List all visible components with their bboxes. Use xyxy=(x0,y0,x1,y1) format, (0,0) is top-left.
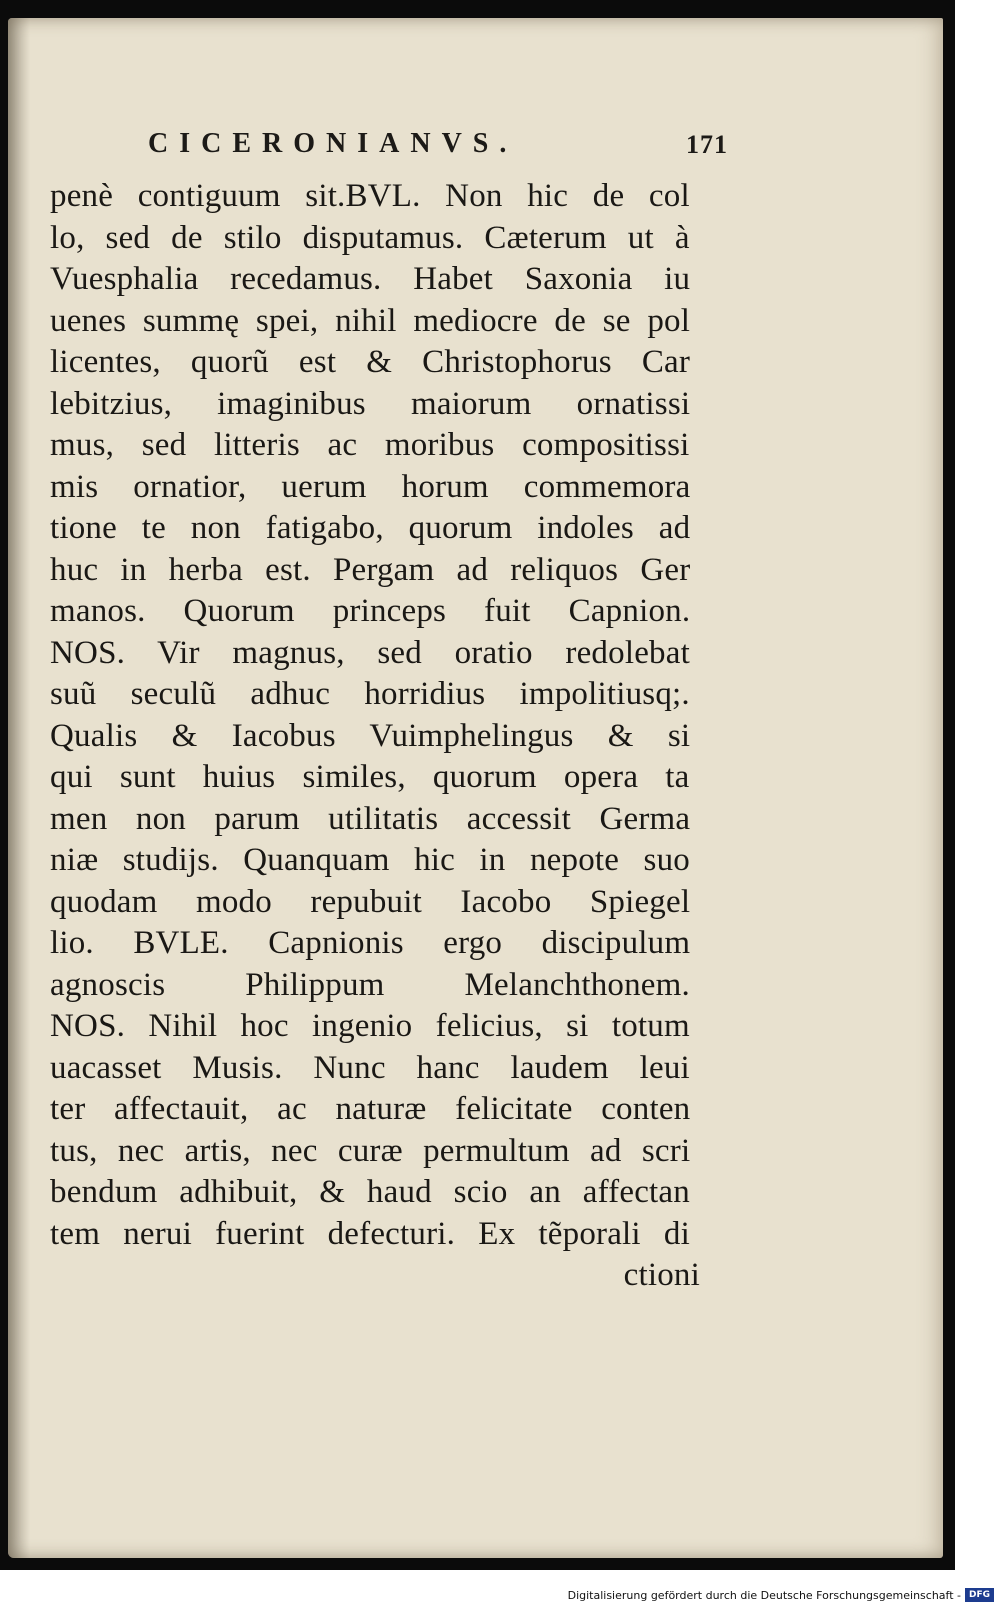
text-line: ter affectauit, ac naturæ felicitate conten xyxy=(50,1091,691,1127)
text-line: suũ seculũ adhuc horridius impolitiusq;. xyxy=(50,676,690,712)
text-line: niæ studijs. Quanquam hic in nepote suo xyxy=(50,842,691,878)
text-line: NOS. Vir magnus, sed oratio redolebat xyxy=(50,634,690,671)
page-number: 171 xyxy=(686,130,728,159)
text-line: NOS. Nihil hoc ingenio felicius, si totum xyxy=(50,1008,690,1044)
text-line: Vuesphalia recedamus. Habet Saxonia iu xyxy=(50,261,691,297)
text-line: huc in herba est. Pergam ad reliquos Ger xyxy=(50,551,691,588)
text-line: tem nerui fuerint defecturi. Ex tẽporali di xyxy=(50,1215,690,1252)
text-line: tione te non fatigabo, quorum indoles ad xyxy=(50,510,691,546)
text-line: qui sunt huius similes, quorum opera ta xyxy=(50,759,690,795)
body-text xyxy=(50,176,700,1297)
catchword: ctioni xyxy=(623,1257,700,1293)
credit-text: Digitalisierung gefördert durch die Deutsche Forschungsgemeinschaft - xyxy=(567,1588,961,1602)
text-line: penè contiguum sit.BVL. Non hic de col xyxy=(50,178,690,214)
page-header xyxy=(148,128,728,162)
text-line: lio. BVLE. Capnionis ergo discipulum xyxy=(50,925,691,961)
text-line: uenes summę spei, nihil mediocre de se pol xyxy=(50,302,691,339)
text-line: mis ornatior, uerum horum commemora xyxy=(50,468,691,505)
text-line: lebitzius, imaginibus maiorum ornatissi xyxy=(50,385,691,422)
text-line: tus, nec artis, nec curæ permultum ad scri xyxy=(50,1132,691,1169)
text-line: Qualis & Iacobus Vuimphelingus & si xyxy=(50,717,691,754)
text-line: mus, sed litteris ac moribus compositissi xyxy=(50,427,690,463)
text-line: lo, sed de stilo disputamus. Cæterum ut à xyxy=(50,219,690,256)
text-line: quodam modo repubuit Iacobo Spiegel xyxy=(50,883,691,920)
page-gutter xyxy=(8,18,30,1558)
text-line: bendum adhibuit, & haud scio an affectan xyxy=(50,1174,690,1210)
text-line: agnoscis Philippum Melanchthonem. xyxy=(50,966,690,1003)
digitization-credit xyxy=(568,1588,994,1602)
text-line: licentes, quorũ est & Christophorus Car xyxy=(50,344,691,380)
text-line: uacasset Musis. Nunc hanc laudem leui xyxy=(50,1049,690,1086)
dfg-logo: DFG xyxy=(965,1588,994,1602)
text-line: manos. Quorum princeps fuit Capnion. xyxy=(50,593,691,629)
text-line: men non parum utilitatis accessit Germa xyxy=(50,800,691,837)
running-title: CICERONIANVS. xyxy=(148,128,518,159)
